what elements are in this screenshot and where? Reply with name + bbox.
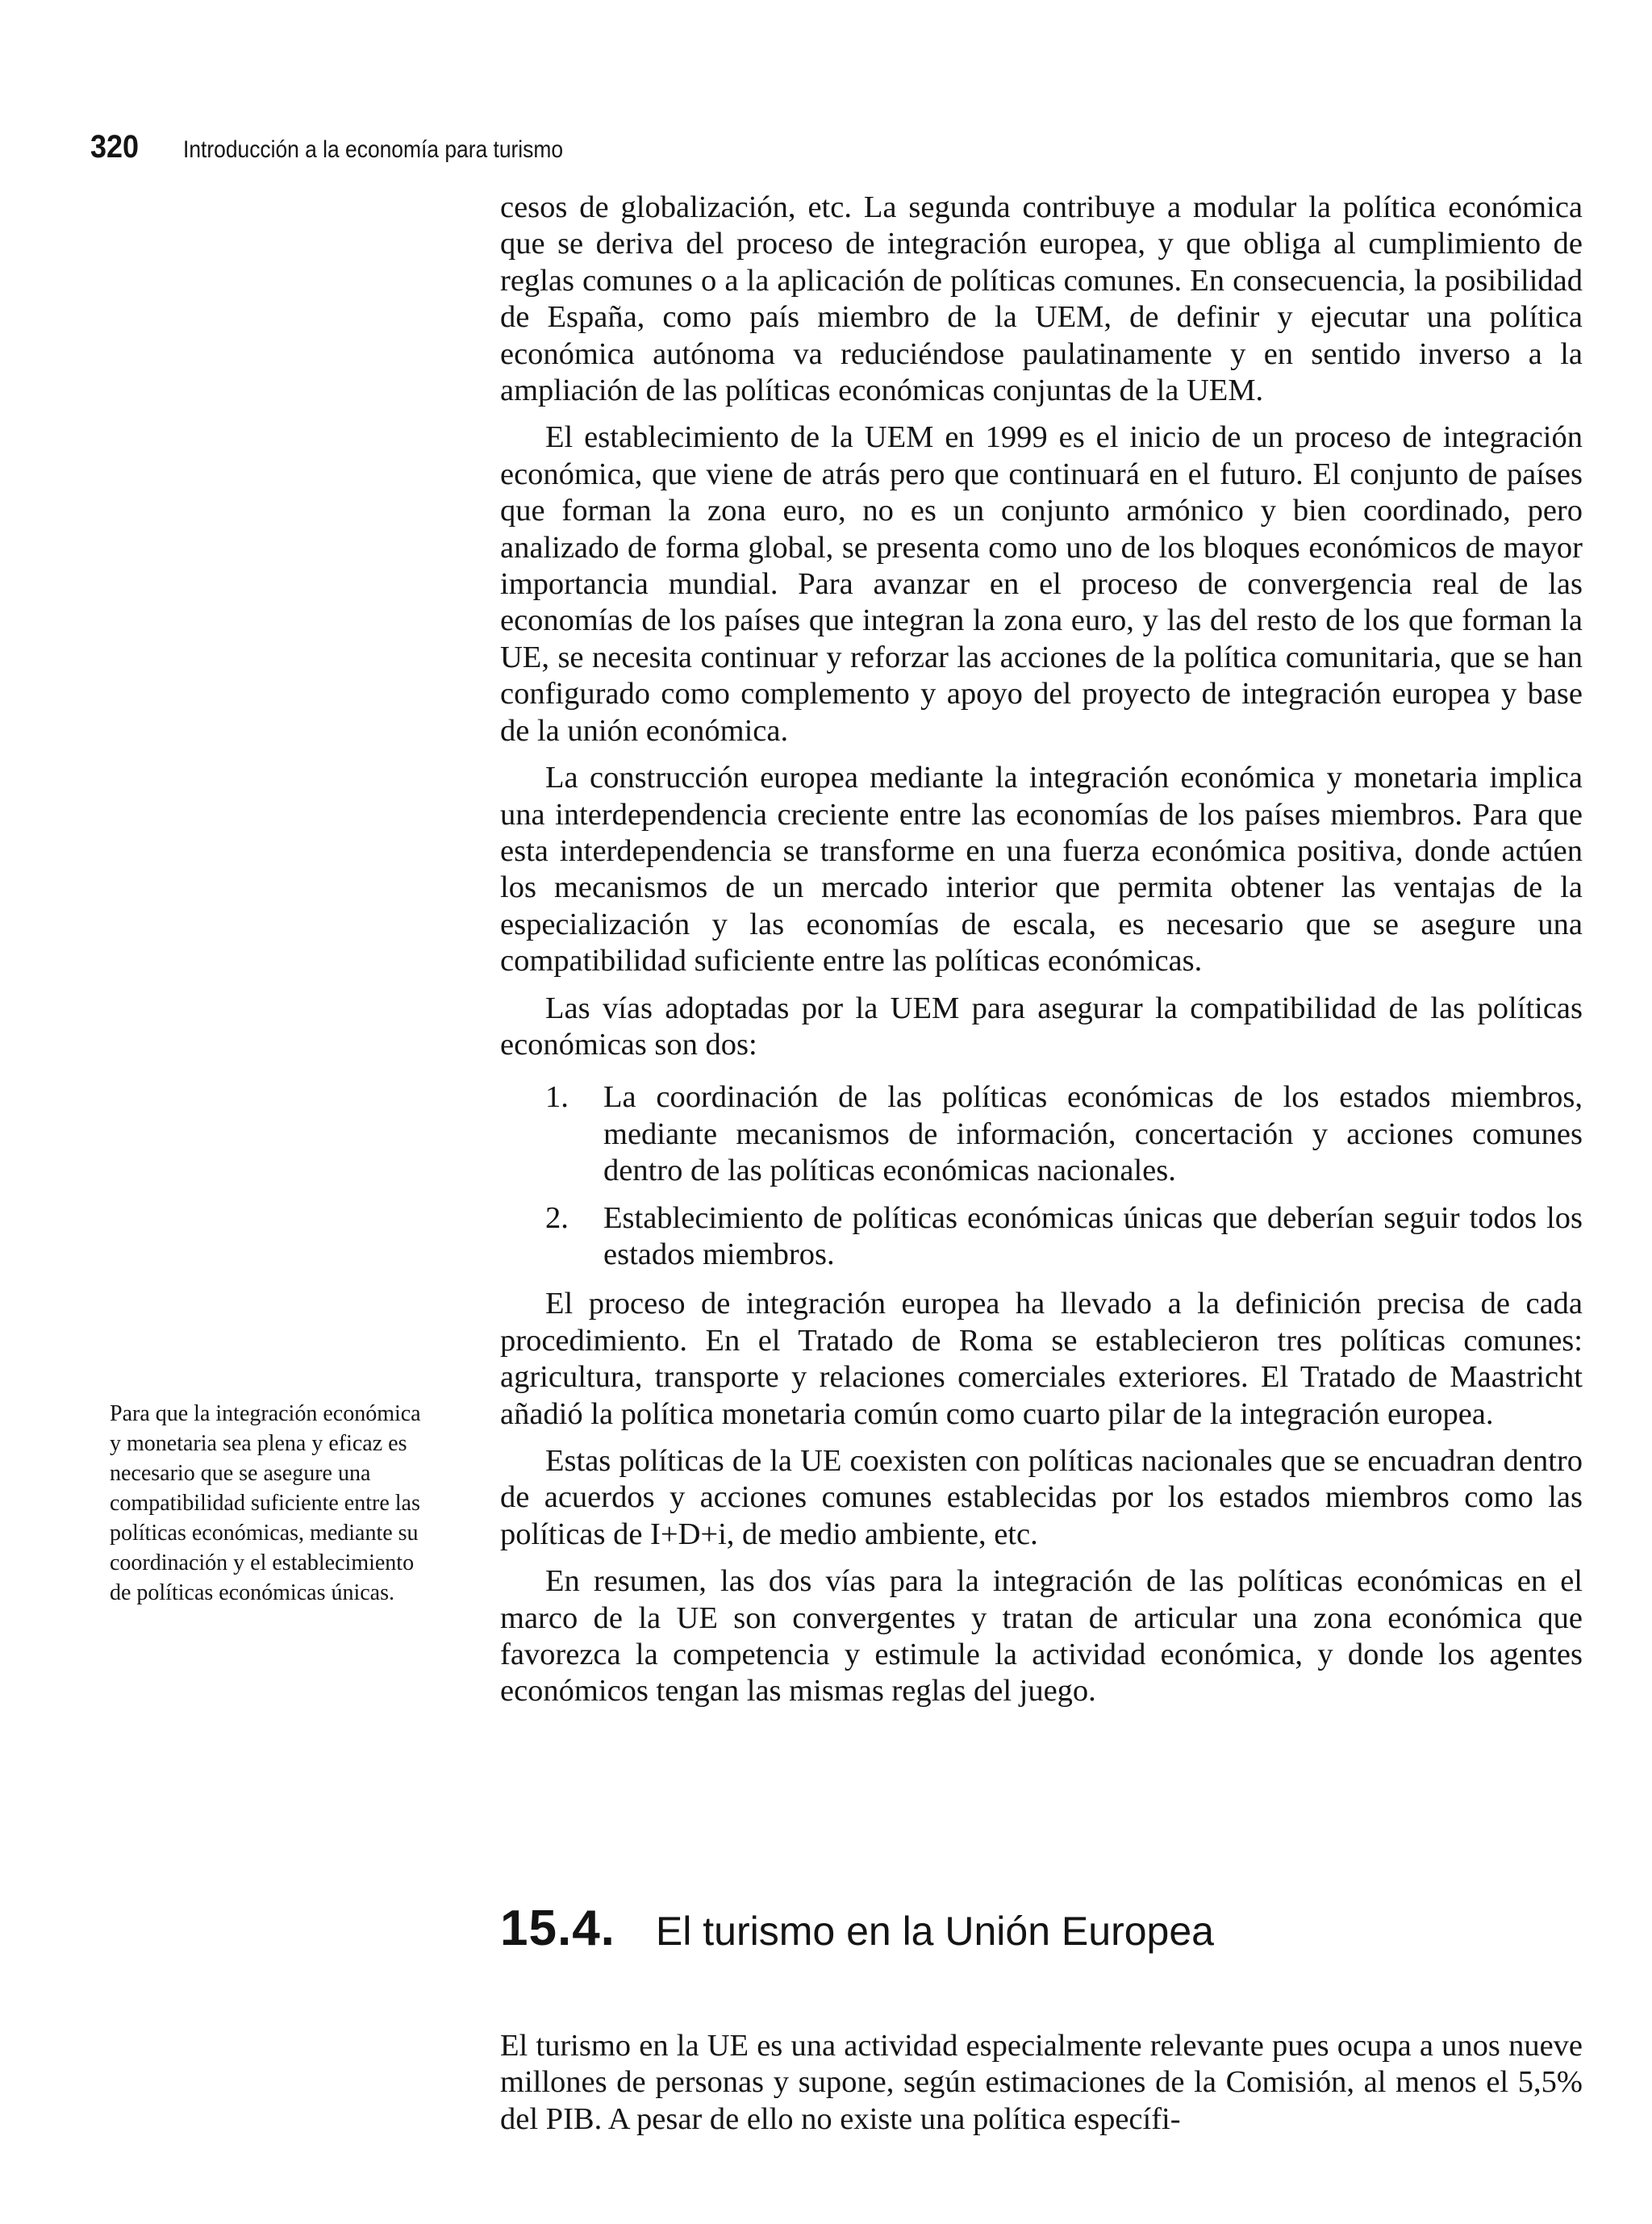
section-heading (500, 1900, 1214, 1957)
main-text-column (500, 190, 1583, 1721)
body-paragraph: El establecimiento de la UEM en 1999 es el inicio de un proceso de integración económica, que viene de atrás pero que continuará en el futuro. El conjunto de países que forman la zona euro, no es un conjunto armónico y bien coordinado, pero analizado de forma global, se presenta como uno de los bloques económicos de mayor importancia mundial. Para avanzar en el proceso de convergencia real de las economías de los países que integran la zona euro, y las del resto de los que forman la UE, se necesita continuar y reforzar las acciones de la política comunitaria, que se han configurado como complemento y apoyo del proyecto de integración europea y base de la unión económica. (500, 420, 1583, 748)
numbered-list (500, 1079, 1583, 1273)
list-item (500, 1200, 1583, 1274)
body-paragraph: Estas políticas de la UE coexisten con políticas nacionales que se encuadran dentro de acuerdos y acciones comunes establecidas por los estados miembros como las políticas de I+D+i, de medio ambiente, etc. (500, 1444, 1583, 1551)
body-paragraph: Las vías adoptadas por la UEM para asegurar la compatibilidad de las políticas económicas son dos: (500, 991, 1583, 1062)
list-item-number: 1. (545, 1080, 569, 1115)
margin-note: Para que la integración económica y monetaria sea plena y eficaz es necesario que se asegure una compatibilidad suficiente entre las políticas económicas, mediante su coordinación y el establecimiento de políticas económicas únicas. (110, 1401, 421, 1605)
body-paragraph: En resumen, las dos vías para la integración de las políticas económicas en el marco de la UE son convergentes y tratan de articular una zona económica que favorezca la competencia y estimule la actividad económica, y donde los agentes económicos tengan las mismas reglas del juego. (500, 1564, 1583, 1709)
body-paragraph: El proceso de integración europea ha llevado a la definición precisa de cada procedimiento. En el Tratado de Roma se establecieron tres políticas comunes: agricultura, transporte y relaciones comerciales exteriores. El Tratado de Maastricht añadió la política monetaria común como cuarto pilar de la integración europea. (500, 1287, 1583, 1431)
section-text (500, 2028, 1583, 2138)
list-item-text: La coordinación de las políticas económicas de los estados miembros, mediante mecanismos de información, concertación y acciones comunes dentro de las políticas económicas nacionales. (603, 1080, 1583, 1188)
list-item (500, 1079, 1583, 1189)
list-item-text: Establecimiento de políticas económicas únicas que deberían seguir todos los estados miembros. (603, 1200, 1583, 1271)
list-item-number: 2. (545, 1200, 569, 1235)
page-number: 320 (90, 129, 140, 165)
section-number: 15.4. (500, 1901, 615, 1956)
section-paragraph: El turismo en la UE es una actividad especialmente relevante pues ocupa a unos nueve millones de personas y supone, según estimaciones de la Comisión, al menos el 5,5% del PIB. A pesar de ello no existe una política específi- (500, 2029, 1583, 2136)
section-title: El turismo en la Unión Europea (655, 1909, 1214, 1954)
running-header (90, 129, 615, 174)
running-title: Introducción a la economía para turismo (182, 136, 563, 163)
body-paragraph: cesos de globalización, etc. La segunda contribuye a modular la política económica que se deriva del proceso de integración europea, y que obliga al cumplimiento de reglas comunes o a la aplicación de políticas comunes. En consecuencia, la posibilidad de España, como país miembro de la UEM, de definir y ejecutar una política económica autónoma va reduciéndose paulatinamente y en sentido inverso a la ampliación de las políticas económicas conjuntas de la UEM. (500, 190, 1583, 408)
body-paragraph: La construcción europea mediante la integración económica y monetaria implica una interdependencia creciente entre las economías de los países miembros. Para que esta interdependencia se transforme en una fuerza económica positiva, donde actúen los mecanismos de un mercado interior que permita obtener las ventajas de la especialización y las economías de escala, es necesario que se asegure una compatibilidad suficiente entre las políticas económicas. (500, 761, 1583, 978)
